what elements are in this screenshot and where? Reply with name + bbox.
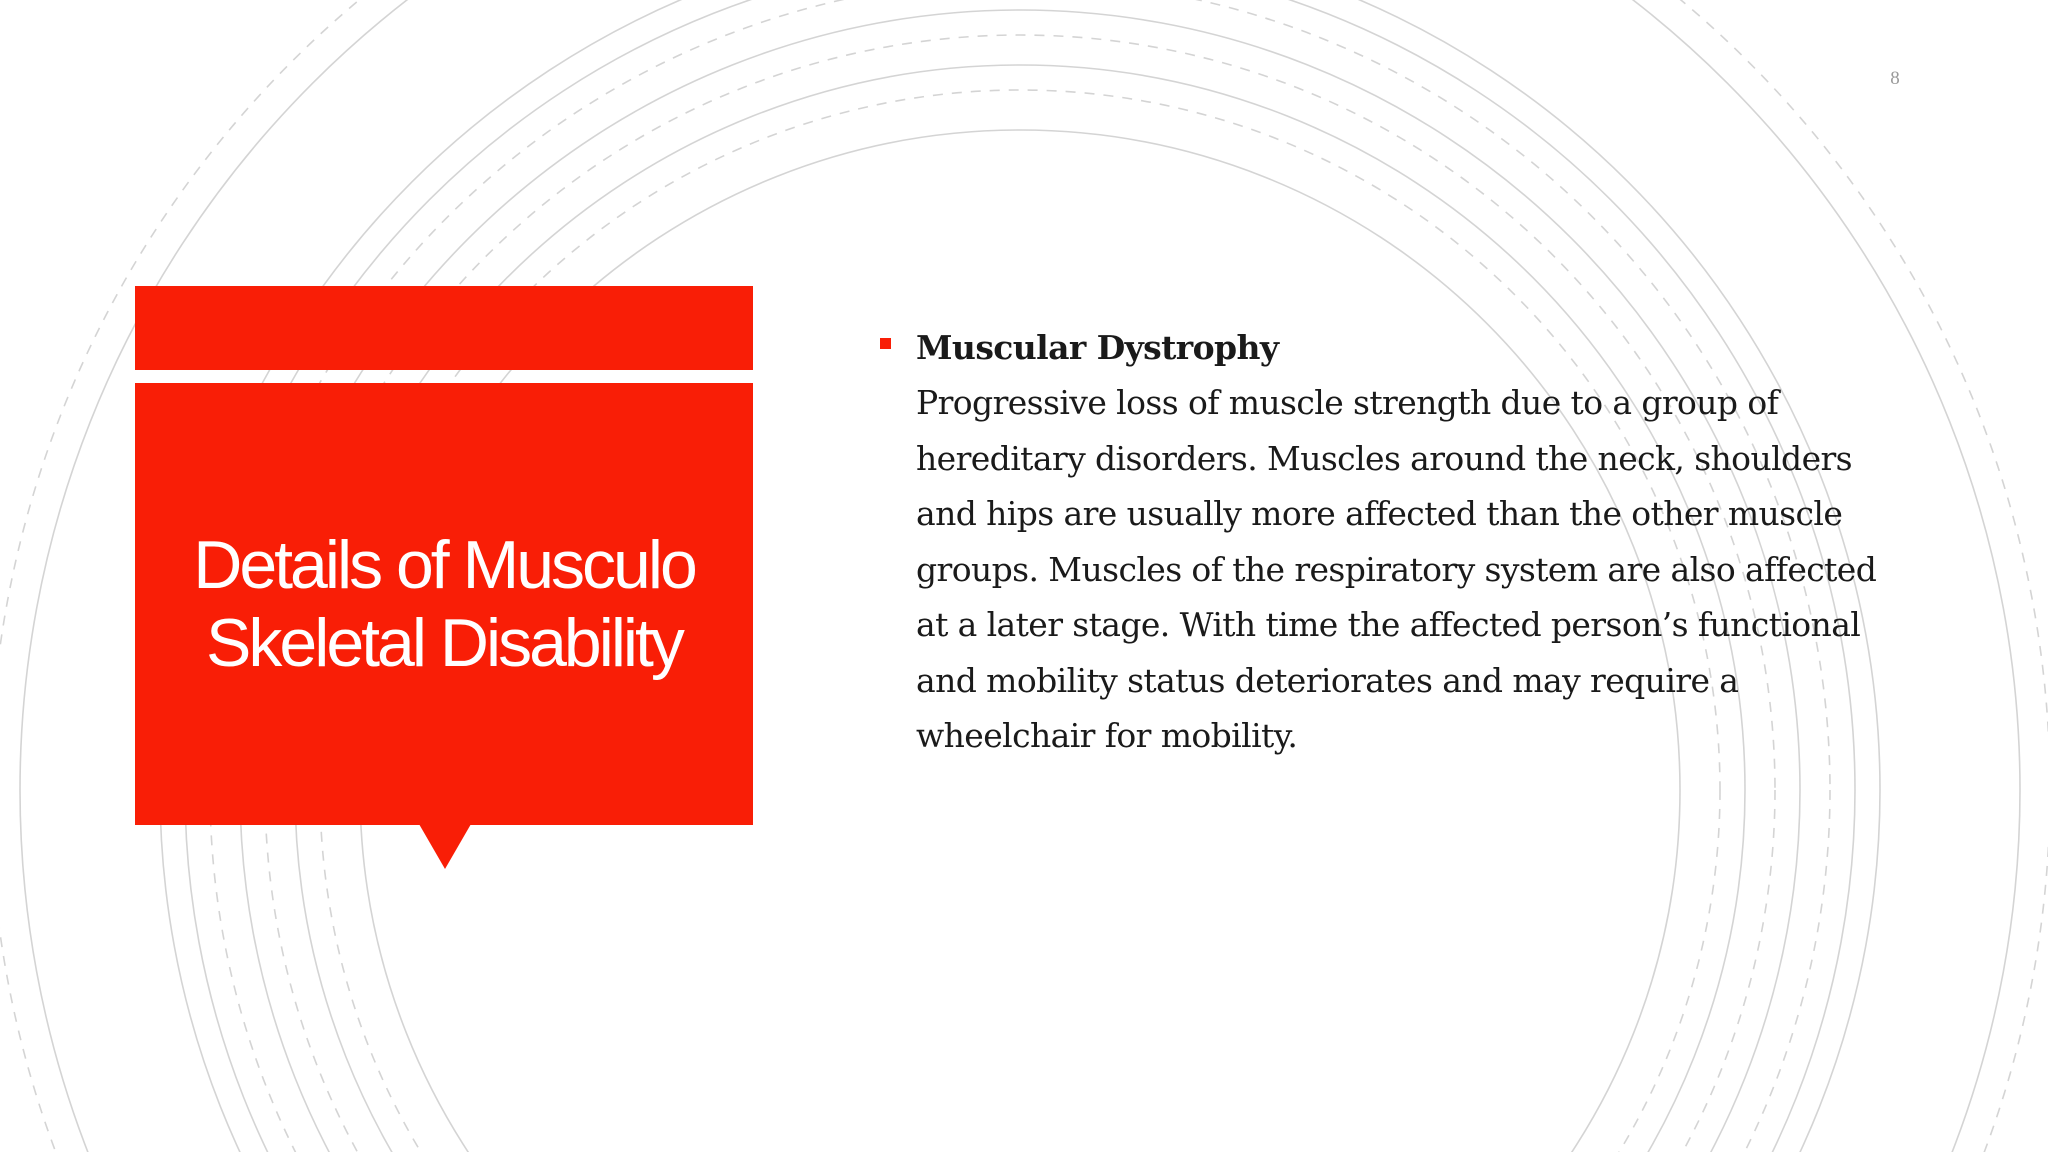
bullet-body: Progressive loss of muscle strength due to a group of hereditary disorders. Muscles around the neck, shoulders and hips are usually more affected than the other muscle groups. Muscles of the respiratory system are also affected at a later stage. With time the affected person’s functional and mobility status deteriorates and may require a wheelchair for mobility. xyxy=(916,383,1877,755)
square-bullet-icon xyxy=(880,338,891,349)
bullet-heading: Muscular Dystrophy xyxy=(916,328,1279,367)
page-number: 8 xyxy=(1890,68,1900,89)
title-box-pointer xyxy=(419,824,471,869)
title-box xyxy=(135,383,753,825)
title-accent-bar xyxy=(135,286,753,370)
bullet-item xyxy=(880,320,1940,764)
content-area xyxy=(880,320,1940,764)
slide-title: Details of Musculo Skeletal Disability xyxy=(193,527,695,681)
